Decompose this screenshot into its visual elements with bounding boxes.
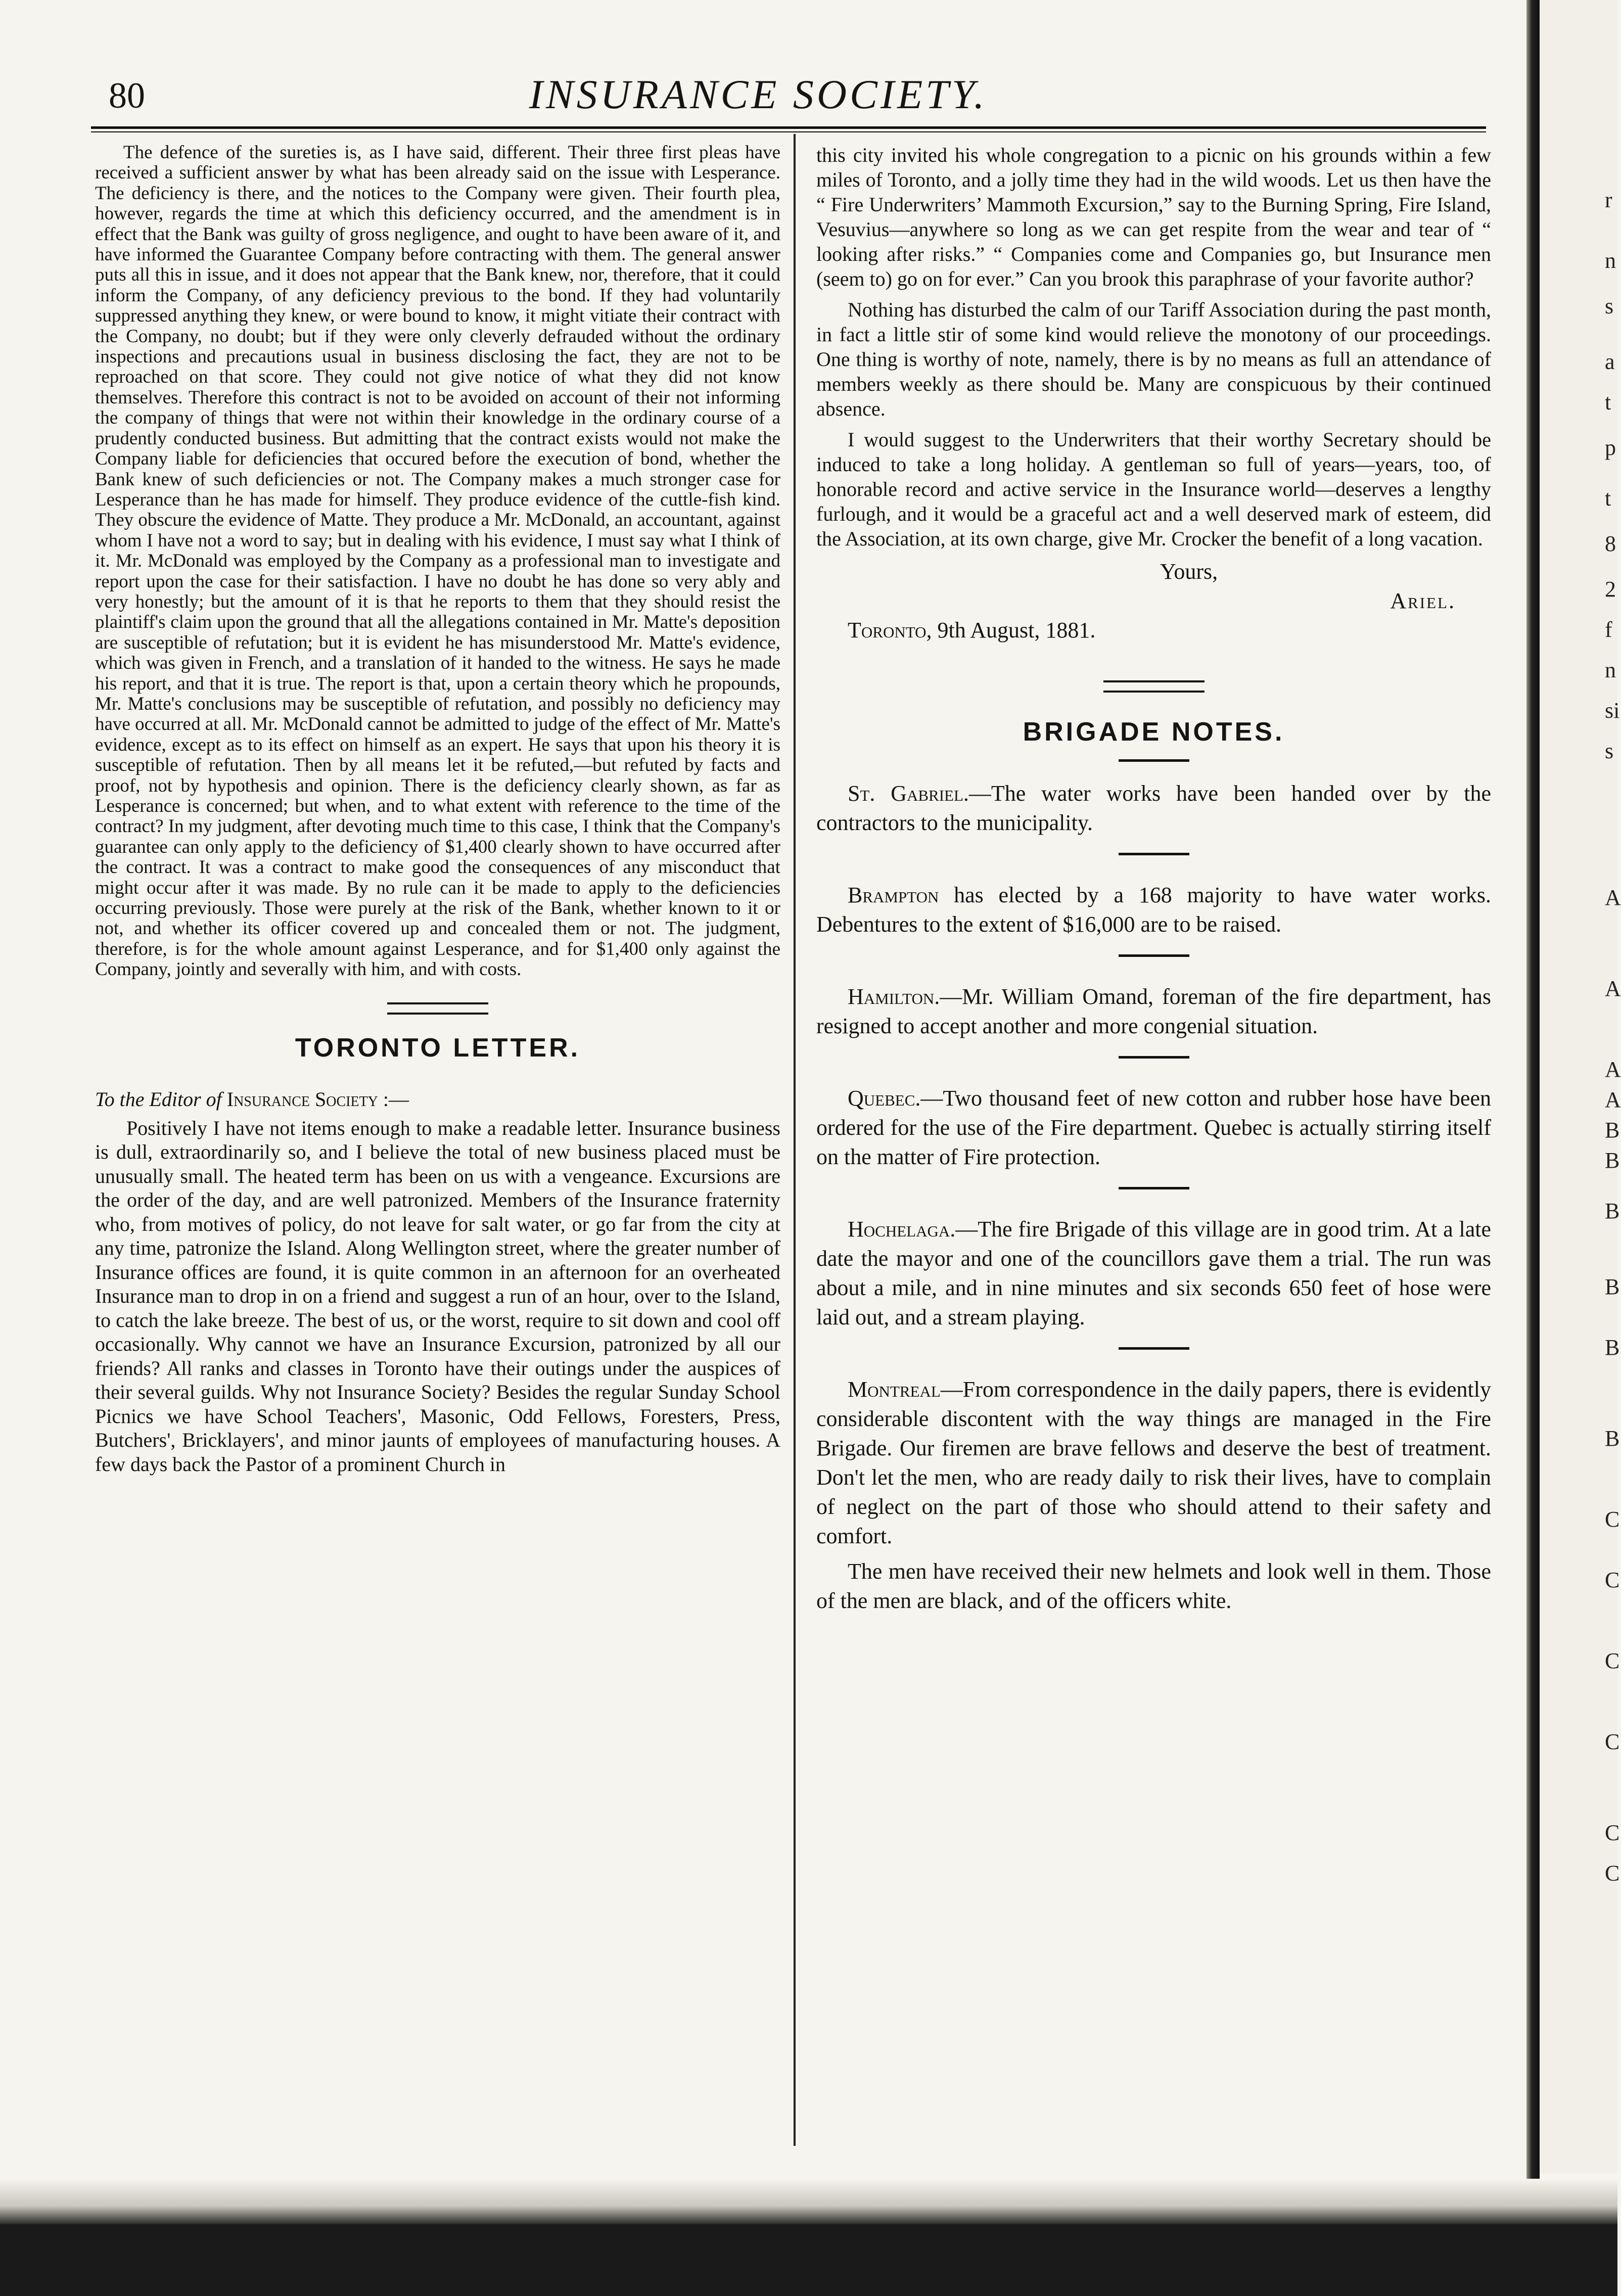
- scan-bottom-shadow: [0, 2179, 1617, 2224]
- left-column: [95, 143, 780, 1482]
- adjacent-page-letter: p: [1605, 435, 1616, 460]
- adjacent-page-letter: si: [1605, 698, 1620, 723]
- item-lead: St. Gabriel.: [848, 781, 969, 806]
- adjacent-page-letter: A: [1605, 1057, 1621, 1082]
- section-separator: [387, 1002, 488, 1015]
- item-lead: Hochelaga.: [848, 1217, 956, 1242]
- section-separator: [1103, 680, 1205, 693]
- adjacent-page-letter: B: [1605, 1426, 1620, 1451]
- adjacent-page-letter: B: [1605, 1118, 1620, 1142]
- column-divider: [794, 134, 796, 2146]
- header-rule-thin: [91, 131, 1486, 132]
- adjacent-page-letter: A: [1605, 1087, 1621, 1112]
- adjacent-page-letter: f: [1605, 617, 1612, 642]
- adjacent-page-letter: C: [1605, 1861, 1620, 1886]
- brigade-item: [816, 1375, 1491, 1551]
- right-column: [816, 143, 1491, 1622]
- adjacent-page-letter: C: [1605, 1729, 1620, 1754]
- adjacent-page-letter: a: [1605, 349, 1615, 374]
- adjacent-page-letter: C: [1605, 1568, 1620, 1592]
- item-text: —The water works have been handed over by the contractors to the municipality.: [816, 781, 1492, 835]
- continuation-paragraph: this city invited his whole congregation to a picnic on his grounds within a few miles of Toronto, and a jolly time they had in the wild woods. Let us then have the “ Fire Underwriters’ Mammoth Excursion,” say to the Burning Spring, Fire Island, Vesuvius—anywhere so long as we can get respite from the wear and tear of “ looking after risks.” “ Companies come and Companies go, but Insurance men (seem to) go on for ever.” Can you brook this paraphrase of your favorite author?: [816, 144, 1491, 290]
- adjacent-page-letter: n: [1605, 248, 1616, 273]
- adjacent-page-letter: A: [1605, 976, 1621, 1001]
- brigade-item: [816, 881, 1491, 939]
- letter-signoff: [816, 557, 1491, 645]
- adjacent-page-letter: s: [1605, 294, 1614, 318]
- item-lead: Quebec.: [848, 1086, 921, 1111]
- item-lead: Brampton: [848, 883, 939, 907]
- toronto-letter-paragraph: Positively I have not items enough to make a readable letter. Insurance business is dull, extraordinarily so, and I believe the total of new business placed must be unusually small. The heated term has been on us with a vengeance. Excursions are the order of the day, and are well patronized. Members of the Insurance fraternity who, from motives of policy, do not leave for salt water, or go far from the city at any time, patronize the Island. Along Wellington street, where the greater number of Insurance offices are found, it is quite common in an afternoon for an overheated Insurance man to drop in on a friend and suggest a run of an hour, over to the Island, to catch the lake breeze. The best of us, or the worst, require to sit down and cool off occasionally. Why cannot we have an Insurance Excursion, patronized by all our friends? All ranks and classes in Toronto have their outings under the auspices of their several guilds. Why not Insurance Society? Besides the regular Sunday School Picnics we have School Teachers', Masonic, Odd Fellows, Foresters, Press, Butchers', Bricklayers', and minor jaunts of employees of manufacturing houses. A few days back the Pastor of a prominent Church in: [95, 1116, 780, 1476]
- brigade-item: [816, 779, 1491, 838]
- page-gutter-shadow: [1526, 0, 1540, 2189]
- adjacent-page-letter: t: [1605, 486, 1611, 511]
- letter-salutation: [95, 1087, 780, 1111]
- secretary-paragraph: I would suggest to the Underwriters that their worthy Secretary should be induced to take a long holiday. A gentleman so full of years—years, too, of honorable record and active service in the Insurance world—deserves a lengthy furlough, and it would be a graceful act and a well deserved mark of esteem, did the Association, at its own charge, give Mr. Crocker the benefit of a long vacation.: [816, 428, 1491, 550]
- item-separator: [1119, 1347, 1189, 1350]
- signoff-author: Ariel.: [1390, 588, 1456, 613]
- toronto-letter-body: [95, 1116, 780, 1477]
- brigade-item: [816, 1215, 1491, 1332]
- item-separator: [1119, 853, 1189, 855]
- adjacent-page-letter: B: [1605, 1199, 1620, 1223]
- adjacent-page-letter: A: [1605, 885, 1621, 910]
- toronto-letter-heading: TORONTO LETTER.: [295, 1033, 581, 1063]
- scan-bottom-band: [0, 2224, 1617, 2296]
- adjacent-page-letter: C: [1605, 1820, 1620, 1845]
- toronto-letter-continuation: [816, 143, 1491, 551]
- salutation-prefix: To the Editor of: [95, 1087, 222, 1111]
- brigade-notes-list: [816, 779, 1491, 1616]
- running-title: INSURANCE SOCIETY.: [529, 71, 988, 117]
- brigade-item: [816, 1084, 1491, 1172]
- adjacent-page-letter: s: [1605, 739, 1614, 763]
- salutation-name: Insurance Society :—: [226, 1087, 409, 1111]
- adjacent-page-letter: B: [1605, 1274, 1620, 1299]
- item-separator: [1119, 759, 1189, 762]
- item-lead: Montreal: [848, 1377, 941, 1402]
- item-text: —From correspondence in the daily papers, there is evidently considerable discontent with the way things are managed in the Fire Brigade. Our firemen are brave fellows and deserve the best of treatment. Don't let the men, who are ready daily to risk their lives, have to complain of neglect on the part of those who should attend to their safety and comfort.: [816, 1377, 1491, 1548]
- adjacent-page-letter: B: [1605, 1148, 1620, 1173]
- item-text: —The fire Brigade of this village are in good trim. At a late date the mayor and one of the councillors gave them a trial. The run was about a mile, and in nine minutes and six seconds 650 feet of hose were laid out, and a stream playing.: [816, 1217, 1491, 1329]
- adjacent-page-letter: B: [1605, 1335, 1620, 1360]
- adjacent-page-letter: C: [1605, 1648, 1620, 1673]
- adjacent-page-letter: n: [1605, 658, 1616, 682]
- judgment-paragraph: The defence of the sureties is, as I have said, different. Their three first pleas have received a sufficient answer by what has been already said on the issue with Lesperance. The deficiency is there, and the notices to the Company were given. Their fourth plea, however, regards the time at which this deficiency occurred, and the amendment is in effect that the Bank was guilty of gross negligence, and ought to have been aware of it, and have informed the Guarantee Company before contracting with them. The general answer puts all this in issue, and it does not appear that the Bank knew, nor, therefore, that it could inform the Company, of any deficiency previous to the bond. If they had voluntarily suppressed anything they knew, or were bound to know, it might vitiate their contract with the Company, no doubt; but if they were only cleverly defrauded without the ordinary inspections and precautions usual in business disclosing the fact, they are not to be reproached on that score. They could not give notice of what they did not know themselves. Therefore this contract is not to be avoided on account of their not informing the company of things that were not within their knowledge in the ordinary course of a prudently conducted business. But admitting that the contract exists would not make the Company liable for deficiencies that occured before the execution of bond, whether the Bank knew of such deficiencies or not. The Company makes a much stronger case for Lesperance than he has made for himself. They produce evidence of the cuttle-fish kind. They obscure the evidence of Matte. They produce a Mr. McDonald, an accountant, against whom I have not a word to say; but in dealing with his evidence, I must say what I think of it. Mr. McDonald was employed by the Company as a professional man to investigate and report upon the case for their satisfaction. I have no doubt he has done so very ably and very honestly; but the amount of it is that he reports to them that they should resist the plaintiff's claim upon the ground that all the allegations contained in Mr. Matte's deposition are susceptible of refutation; but it is evident he has misunderstood Mr. Matte's evidence, which was given in French, and a translation of it handed to the witness. He says he made his report, and that it is true. The report is that, upon a certain theory which he propounds, Mr. Matte's conclusions may be susceptible of refutation, and possibly no deficiency may have occurred at all. Mr. McDonald cannot be admitted to judge of the effect of Mr. Matte's evidence, except as to its effect on himself as an expert. He says that upon his theory it is susceptible of refutation. Then by all means let it be refuted,—but refuted by facts and proof, not by hypothesis and opinion. There is the deficiency clearly shown, as far as Lesperance is concerned; but when, and to what extent with reference to the time of the contract? In my judgment, after devoting much time to this case, I think that the Company's guarantee can only apply to the deficiency of $1,400 clearly shown to have occurred after the contract. It was a contract to make good the consequences of any misconduct that might occur after it was made. By no rule can it be made to apply to the deficiencies occurring previously. Those were purely at the risk of the Bank, whether known to it or not, and whether its officer covered up and concealed them or not. The judgment, therefore, is for the whole amount against Lesperance, and for $1,400 only against the Company, jointly and severally with him, and with costs.: [95, 142, 780, 980]
- dateline-place: Toronto,: [848, 618, 932, 642]
- adjacent-page-letter: t: [1605, 390, 1611, 415]
- item-lead: Hamilton.: [848, 984, 940, 1009]
- signoff-yours: Yours,: [1160, 559, 1218, 584]
- header-rule-thick: [91, 126, 1486, 129]
- helmets-paragraph: The men have received their new helmets and look well in them. Those of the men are black, and of the officers white.: [816, 1559, 1491, 1613]
- tariff-paragraph: Nothing has disturbed the calm of our Tariff Association during the past month, in fact a little stir of some kind would relieve the monotony of our proceedings. One thing is worthy of note, namely, there is by no means as full an attendance of members weekly as there should be. Many are conspicuous by their continued absence.: [816, 298, 1491, 420]
- brigade-notes-heading: BRIGADE NOTES.: [1023, 717, 1285, 747]
- item-text: —Two thousand feet of new cotton and rubber hose have been ordered for the use of the Fire department. Quebec is actually stirring itself on the matter of Fire protection.: [816, 1086, 1491, 1169]
- item-text: has elected by a 168 majority to have water works. Debentures to the extent of $16,000 are to be raised.: [816, 883, 1491, 937]
- letter-dateline: [816, 616, 1491, 645]
- adjacent-page-letter: r: [1605, 188, 1612, 212]
- page-number: 80: [109, 75, 145, 116]
- item-separator: [1119, 954, 1189, 957]
- court-judgment-article: [95, 143, 780, 980]
- item-text: —Mr. William Omand, foreman of the fire department, has resigned to accept another and more congenial situation.: [816, 984, 1491, 1038]
- item-separator: [1119, 1056, 1189, 1059]
- dateline-date: 9th August, 1881.: [937, 618, 1096, 642]
- adjacent-page-letter: 2: [1605, 577, 1616, 602]
- adjacent-page-letter: C: [1605, 1507, 1620, 1532]
- adjacent-page-letter: 8: [1605, 531, 1616, 556]
- item-separator: [1119, 1187, 1189, 1189]
- brigade-item: [816, 982, 1491, 1041]
